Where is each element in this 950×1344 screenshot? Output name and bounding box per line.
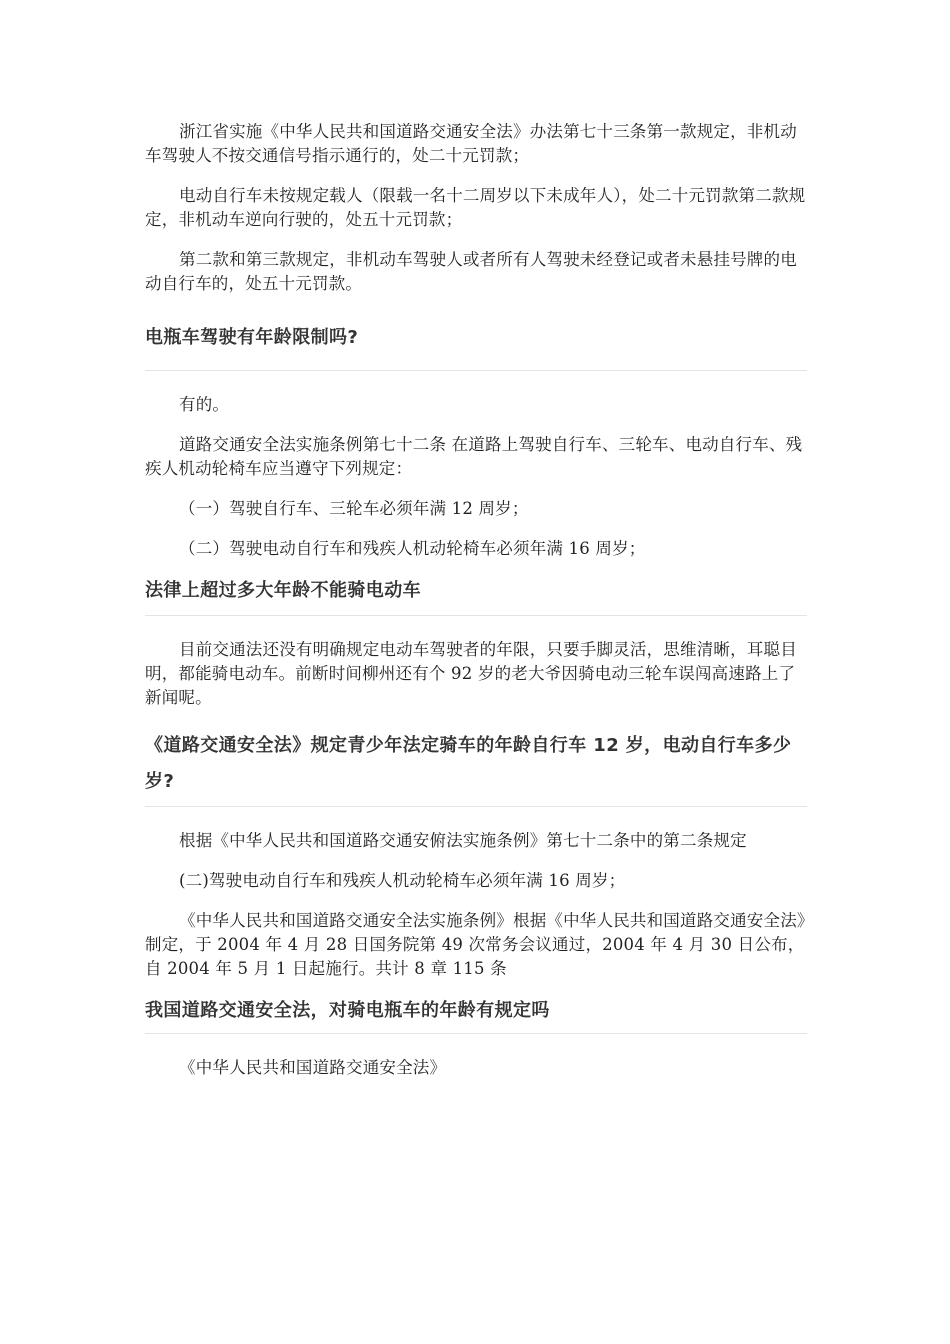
section-divider xyxy=(145,370,807,371)
paragraph: (二)驾驶电动自行车和残疾人机动轮椅车必须年满 16 周岁； xyxy=(179,871,626,890)
section-heading-youth-age: 《道路交通安全法》规定青少年法定骑车的年龄自行车 12 岁，电动自行车多少岁? xyxy=(145,735,792,792)
paragraph: 《中华人民共和国道路交通安全法》 xyxy=(179,1058,447,1077)
paragraph: 电动自行车未按规定载人（限载一名十二周岁以下未成年人），处二十元罚款第二款规定，非机动车逆向行驶的，处五十元罚款； xyxy=(145,186,806,229)
document-page xyxy=(145,120,807,1096)
paragraph: 道路交通安全法实施条例第七十二条 在道路上驾驶自行车、三轮车、电动自行车、残疾人机动轮椅车应当遵守下列规定： xyxy=(145,435,803,478)
section-heading-max-age: 法律上超过多大年龄不能骑电动车 xyxy=(145,580,421,601)
section-divider xyxy=(145,615,807,616)
section-heading-age-limit: 电瓶车驾驶有年龄限制吗? xyxy=(145,327,359,348)
paragraph: 有的。 xyxy=(179,395,230,414)
section-divider xyxy=(145,806,807,807)
paragraph: 根据《中华人民共和国道路交通安俯法实施条例》第七十二条中的第二条规定 xyxy=(179,831,747,850)
paragraph: 第二款和第三款规定，非机动车驾驶人或者所有人驾驶未经登记或者未悬挂号牌的电动自行车的，处五十元罚款。 xyxy=(145,250,797,293)
paragraph: （一）驾驶自行车、三轮车必须年满 12 周岁； xyxy=(179,499,529,518)
paragraph: （二）驾驶电动自行车和残疾人机动轮椅车必须年满 16 周岁； xyxy=(179,539,646,558)
paragraph: 目前交通法还没有明确规定电动车驾驶者的年限，只要手脚灵活，思维清晰，耳聪目明，都能骑电动车。前断时间柳州还有个 92 岁的老大爷因骑电动三轮车误闯高速路上了新闻呢。 xyxy=(145,640,797,707)
section-heading-national-law: 我国道路交通安全法，对骑电瓶车的年龄有规定吗 xyxy=(145,1000,550,1021)
paragraph: 《中华人民共和国道路交通安全法实施条例》根据《中华人民共和国道路交通安全法》制定，于 2004 年 4 月 28 日国务院第 49 次常务会议通过，2004 年 4 月 30 日公布，自 2004 年 5 月 1 日起施行。共计 8 章 115 条 xyxy=(145,911,806,978)
paragraph: 浙江省实施《中华人民共和国道路交通安全法》办法第七十三条第一款规定，非机动车驾驶人不按交通信号指示通行的，处二十元罚款； xyxy=(145,122,797,165)
section-divider xyxy=(145,1033,807,1034)
